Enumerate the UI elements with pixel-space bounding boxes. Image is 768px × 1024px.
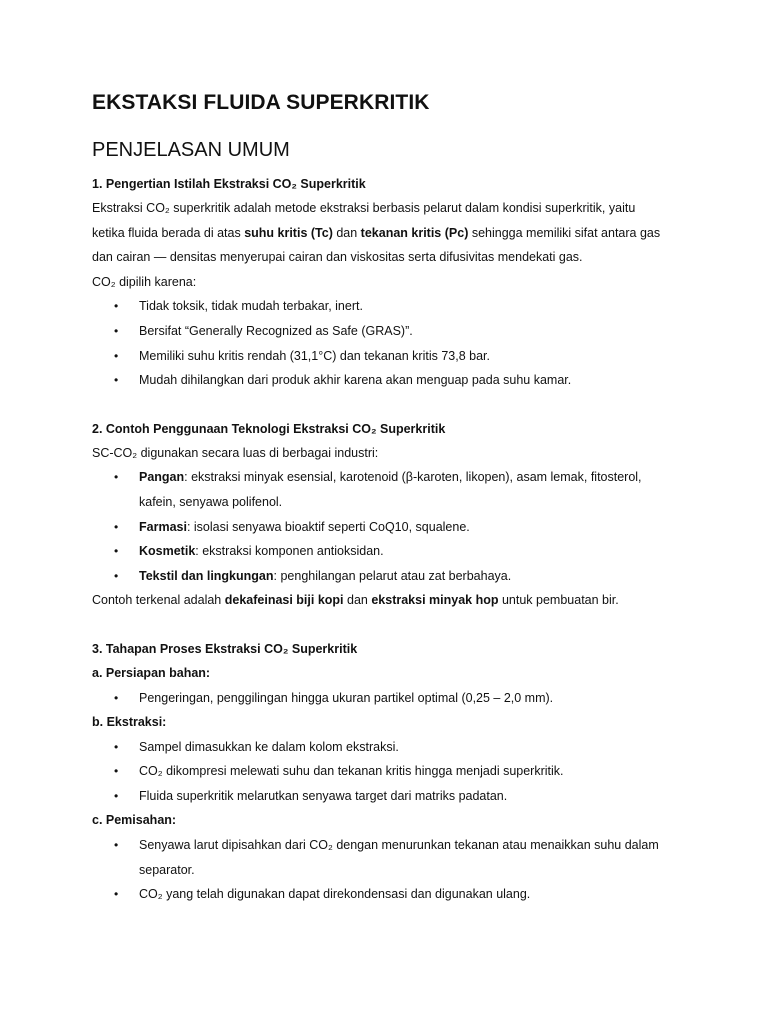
list-item: • Pengeringan, penggilingan hingga ukuran partikel optimal (0,25 – 2,0 mm). bbox=[114, 690, 554, 705]
list-item: • Kosmetik: ekstraksi komponen antioksidan. bbox=[114, 544, 384, 559]
list-item: • Bersifat “Generally Recognized as Safe (GRAS)”. bbox=[114, 323, 413, 338]
step-b-title: b. Ekstraksi: bbox=[92, 715, 167, 730]
step-c-title: c. Pemisahan: bbox=[92, 813, 177, 828]
section2-closing: Contoh terkenal adalah dekafeinasi biji kopi dan ekstraksi minyak hop untuk pembuatan bir. bbox=[92, 593, 619, 608]
list-item: • Mudah dihilangkan dari produk akhir karena akan menguap pada suhu kamar. bbox=[114, 373, 572, 388]
document-title: EKSTAKSI FLUIDA SUPERKRITIK bbox=[92, 91, 430, 114]
step-a-title: a. Persiapan bahan: bbox=[92, 665, 211, 680]
section1-paragraph-line1: Ekstraksi CO₂ superkritik adalah metode ekstraksi berbasis pelarut dalam kondisi superkritik, yaitu bbox=[92, 201, 636, 215]
list-item: • Senyawa larut dipisahkan dari CO₂ dengan menurunkan tekanan atau menaikkan suhu dalam separator. bbox=[114, 838, 659, 877]
list-item: • Tekstil dan lingkungan: penghilangan pelarut atau zat berbahaya. bbox=[114, 568, 512, 583]
step-b-list bbox=[92, 735, 692, 809]
list-item: • CO₂ dikompresi melewati suhu dan tekanan kritis hingga menjadi superkritik. bbox=[114, 764, 564, 779]
section3-heading: 3. Tahapan Proses Ekstraksi CO₂ Superkritik bbox=[92, 641, 358, 656]
section1-paragraph-line3: dan cairan — densitas menyerupai cairan dan viskositas serta difusivitas mendekati gas. bbox=[92, 250, 583, 265]
term-critical-temperature: suhu kritis (Tc) bbox=[244, 225, 333, 240]
list-item: • Fluida superkritik melarutkan senyawa target dari matriks padatan. bbox=[114, 788, 508, 803]
section1-heading: 1. Pengertian Istilah Ekstraksi CO₂ Superkritik bbox=[92, 177, 366, 191]
section2-application-list bbox=[92, 465, 692, 588]
list-item: • Memiliki suhu kritis rendah (31,1°C) dan tekanan kritis 73,8 bar. bbox=[114, 348, 490, 363]
list-item: • Farmasi: isolasi senyawa bioaktif seperti CoQ10, squalene. bbox=[114, 519, 470, 534]
section2-heading: 2. Contoh Penggunaan Teknologi Ekstraksi CO₂ Superkritik bbox=[92, 421, 446, 436]
document-subtitle: PENJELASAN UMUM bbox=[92, 139, 290, 161]
step-c-list bbox=[92, 833, 692, 907]
section1-reason-intro: CO₂ dipilih karena: bbox=[92, 274, 197, 289]
term-critical-pressure: tekanan kritis (Pc) bbox=[360, 225, 469, 240]
section2-intro: SC-CO₂ digunakan secara luas di berbagai industri: bbox=[92, 445, 379, 460]
list-item: • CO₂ yang telah digunakan dapat direkondensasi dan digunakan ulang. bbox=[114, 887, 531, 902]
section1-paragraph-line2: ketika fluida berada di atas suhu kritis (Tc) dan tekanan kritis (Pc) sehingga memiliki sifat antara gas bbox=[92, 225, 661, 240]
step-a-list bbox=[92, 686, 692, 711]
list-item: • Sampel dimasukkan ke dalam kolom ekstraksi. bbox=[114, 739, 399, 754]
list-item: • Tidak toksik, tidak mudah terbakar, inert. bbox=[114, 299, 363, 314]
document-page bbox=[92, 88, 692, 907]
list-item: • Pangan: ekstraksi minyak esensial, karotenoid (β-karoten, likopen), asam lemak, fitosterol, kafein, senyawa polifenol. bbox=[114, 470, 642, 509]
section1-reason-list bbox=[92, 294, 692, 392]
